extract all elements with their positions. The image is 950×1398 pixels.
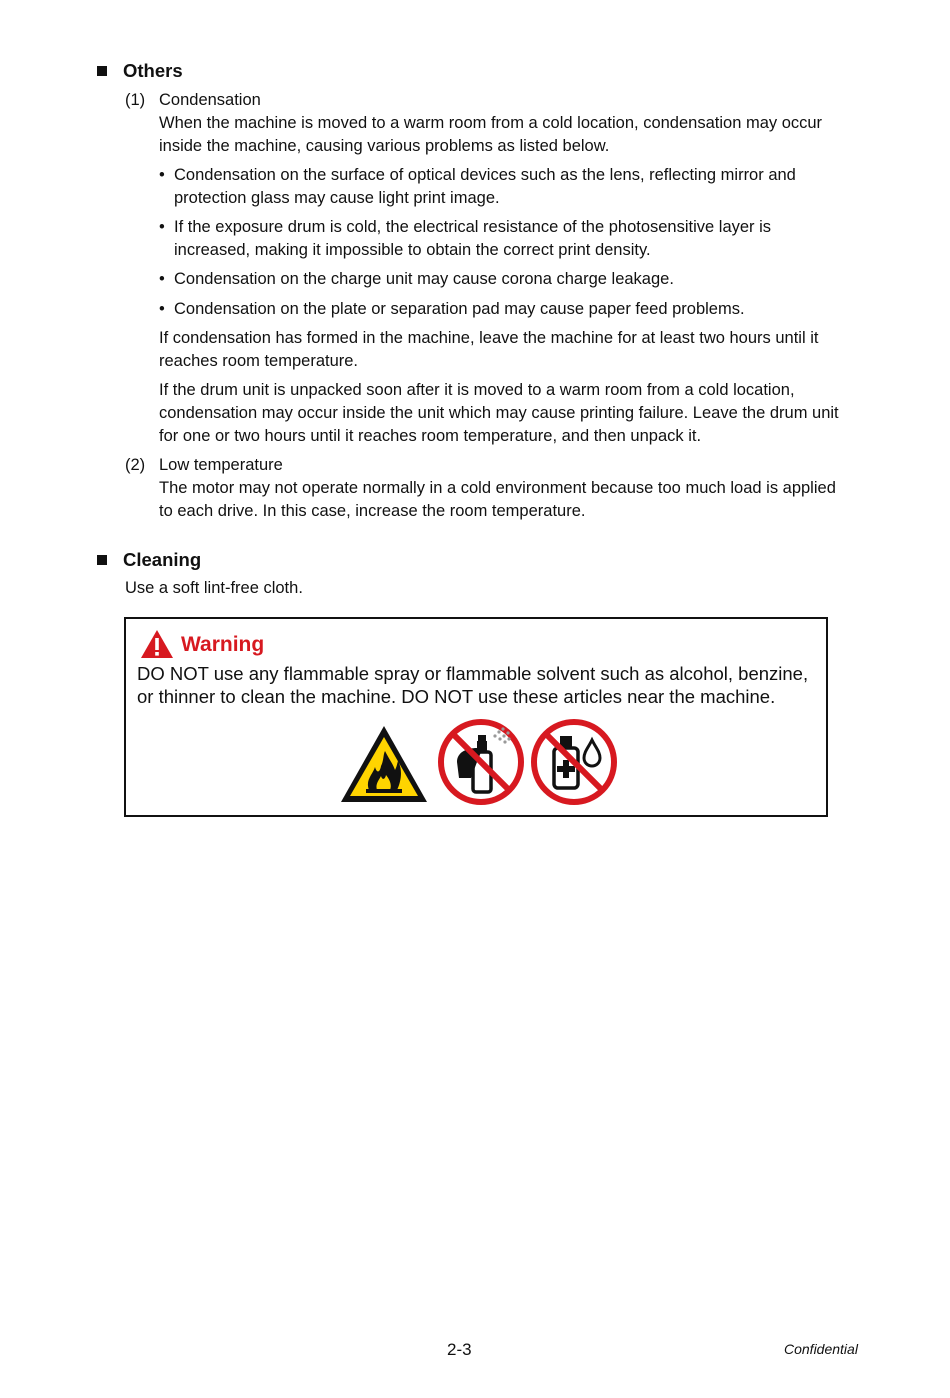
square-bullet-icon	[97, 66, 107, 76]
fire-hazard-icon	[339, 724, 429, 804]
confidential-label: Confidential	[784, 1341, 858, 1357]
item1-intro: When the machine is moved to a warm room from a cold location, condensation may occur inside the machine, causing various problems as listed below.	[159, 114, 823, 155]
item1-number: (1)	[125, 91, 146, 109]
warning-title: Warning	[181, 632, 265, 656]
bullet-text: Condensation on the plate or separation pad may cause paper feed problems.	[174, 300, 745, 318]
cleaning-heading-row	[97, 548, 201, 571]
warning-header	[140, 628, 264, 660]
cleaning-heading: Cleaning	[123, 549, 202, 570]
item2-text: The motor may not operate normally in a cold environment because too much load is applied to each drive. In this case, increase the room temperature.	[159, 479, 836, 520]
bullet-text: Condensation on the charge unit may cause corona charge leakage.	[174, 270, 674, 288]
item1-title: Condensation	[159, 91, 261, 109]
list-item	[159, 268, 839, 291]
bullet-dot: •	[159, 218, 165, 236]
list-item	[159, 298, 839, 321]
item1-paragraph-2: If the drum unit is unpacked soon after it is moved to a warm room from a cold location, condensation may occur inside the unit which may cause printing failure. Leave the drum unit for one or two hours until it reaches room temperature, and then unpack it.	[159, 381, 839, 445]
list-item	[159, 164, 839, 210]
item2-number: (2)	[125, 456, 146, 474]
bullet-text: If the exposure drum is cold, the electrical resistance of the photosensitive layer is increased, making it impossible to obtain the correct print density.	[174, 218, 772, 259]
square-bullet-icon	[97, 555, 107, 565]
no-spray-icon	[437, 718, 525, 806]
others-heading: Others	[123, 60, 183, 81]
page-number: 2-3	[447, 1340, 472, 1359]
bullet-dot: •	[159, 166, 165, 184]
item1-paragraph-1: If condensation has formed in the machine, leave the machine for at least two hours until it reaches room temperature.	[159, 329, 819, 370]
warning-triangle-icon	[140, 629, 174, 659]
bullet-text: Condensation on the surface of optical devices such as the lens, reflecting mirror and protection glass may cause light print image.	[174, 166, 796, 207]
others-heading-row	[97, 59, 183, 82]
warning-text: DO NOT use any flammable spray or flammable solvent such as alcohol, benzine, or thinner to clean the machine. DO NOT use these articles near the machine.	[137, 663, 809, 707]
cleaning-text: Use a soft lint-free cloth.	[125, 579, 303, 597]
warning-box	[124, 617, 828, 817]
bullet-dot: •	[159, 270, 165, 288]
list-item	[159, 216, 839, 262]
bullet-dot: •	[159, 300, 165, 318]
no-solvent-icon	[530, 718, 618, 806]
item2-title: Low temperature	[159, 456, 283, 474]
